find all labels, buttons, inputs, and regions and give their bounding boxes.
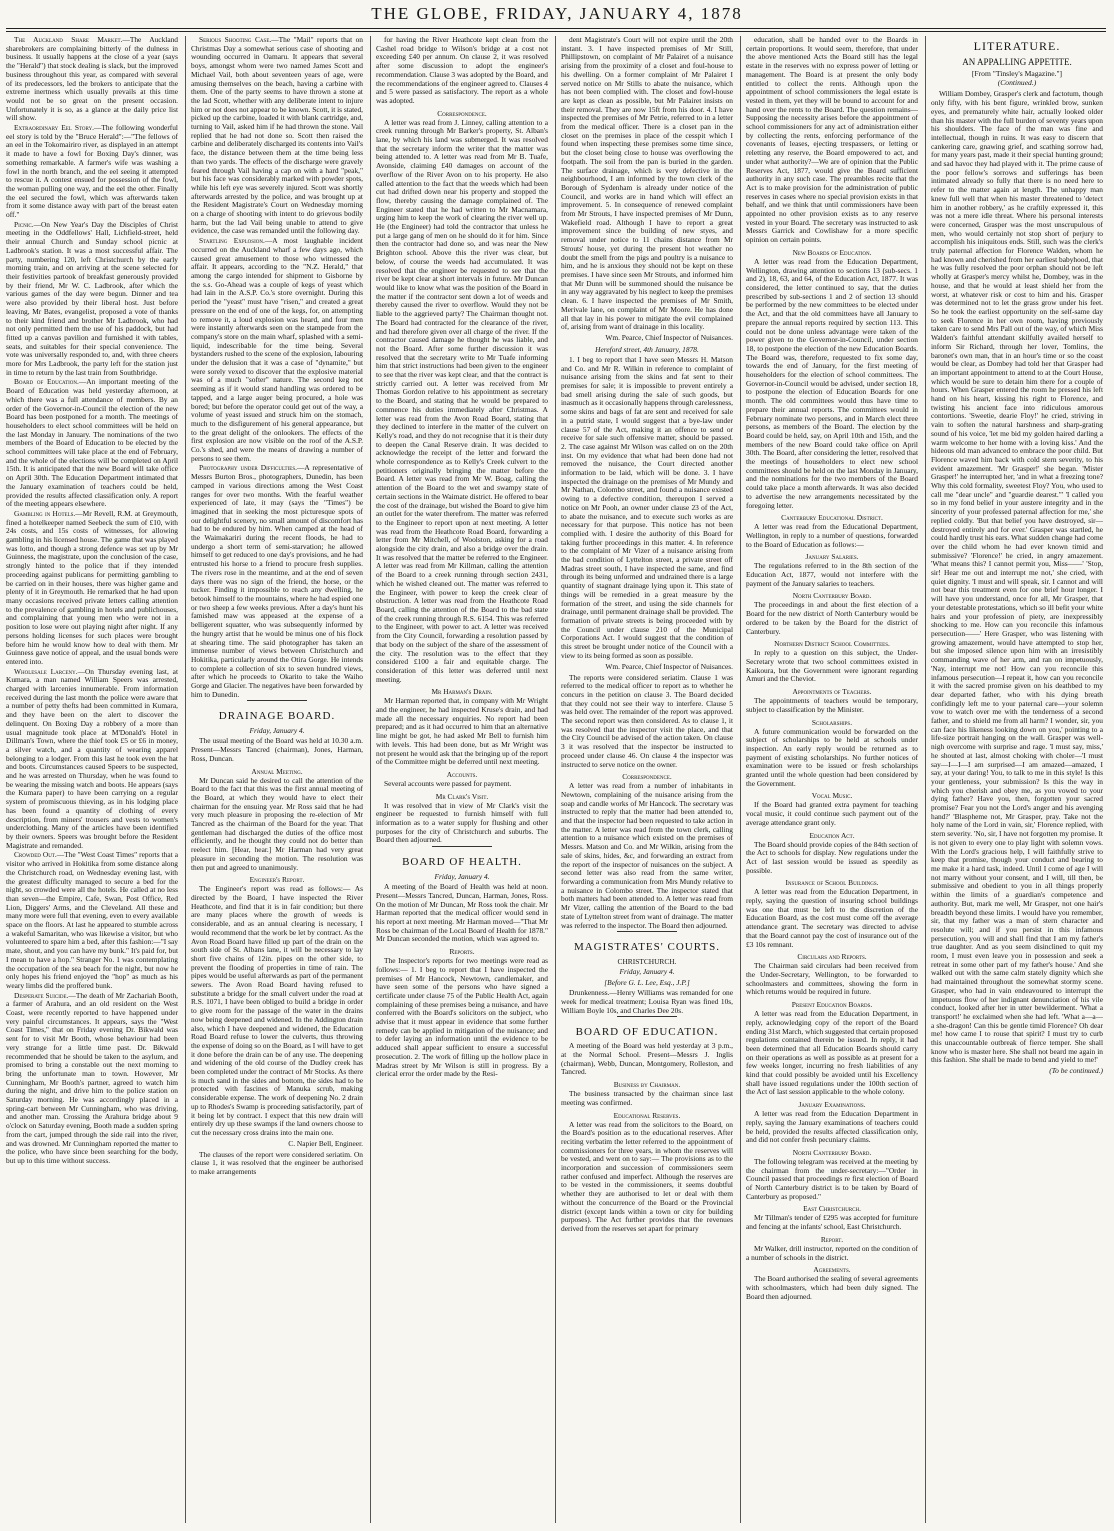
column-5 — [746, 36, 918, 1523]
report-paragraph: The usual meeting of the Board was held at 10.30 a.m. Present—Messrs Tancred (chairman), Jones, Harman, Ross, Duncan. — [191, 736, 363, 763]
report-paragraph: A future communication would be forwarded on the subject of scholarships to be held at schools under inspection. An early reply would be returned as to payment of existing scholarships. No further notices of examination were to be issued or fresh scholarships granted until the whole question had been considered by the Government. — [746, 726, 918, 788]
subheading: New Boards of Education. — [792, 247, 872, 257]
report-paragraph: The clauses of the report were considered seriatim. On clause 1, it was resolved that the engineer be authorised to make arrangements — [191, 1149, 363, 1177]
section-divider — [432, 846, 492, 847]
item-heading: Photography under Difficulties. — [199, 463, 297, 473]
section-date: Friday, January 4. — [619, 967, 675, 977]
report-paragraph: Mr Harman reported that, in company with Mr Wright and the engineer, he had inspected Kruse's drain, and had made all the necessary enquiries. No report had been prepared; and as it had occurred to him that an alternative line might be got, he had asked Mr Bell to furnish him with levels. This had been done, but as Mr Wright was not present he would ask that the bringing up of the report of the Committee might be deferred until next meeting. — [376, 696, 548, 767]
report-paragraph: In reply to a question on this subject, the Under-Secretary wrote that two school committees existed in Kaikoura, but the Government were ignorant regarding Amuri and the Cheviot. — [746, 648, 918, 684]
report-paragraph: It was resolved that in view of Mr Clark's visit the engineer be requested to furnish himself with full information as to a water supply for flushing and other purposes for the city of Christchurch and suburbs. The Board then adjourned. — [376, 800, 548, 845]
item-body: —The "West Coast Times" reports that a visitor who arrived in Hokitika from some distance along the Christchurch road, on Wednesday evening last, with the greatest difficulty managed to secure a bed for the night, so crowded were all the hotels. He called at no less than seven—the Empire, Cafe, Swan, Post Office, Red Lion, Diggers' Arms, and the Cleveland. All these and many more were full that evening, even to every available space on the floors. At last he appeared to stumble across a wakeful Samaritan, who was likewise a visitor, but who volunteered to spare him a bed, after this fashion:—"I say mate, shout, and you can have my bunk." It's paid for, but I mean to have a hop." Stranger No. 1 was contemplating the occupation of the sea beach for the night, but now he only hopes his friend enjoyed the "hop" as much as his weary limbs did the proffered bunk. — [6, 850, 178, 990]
report-paragraph: A letter was read from J. Linney, calling attention to a creek running through Mr Barker's property, St. Alban's lane, by which his land was submerged. It was resolved that the secretary inform the writer that the matter was being attended to. A letter was read from Mr B. Tuafe, Avonside, claiming £40 damages on account of the overflow of the River Avon on to his property. He also called attention to the fact that the weeds which had been cut had drifted down near his property and stopped the flow, thereby causing the damage complained of. The Engineer stated that he had written to Mr Macnamara, urging him to keep the work of clearing the river well up. He (the Engineer) had told the contractor that unless he put a large gang of men on he should do it for him. Since then the contractor had done so, and was near the New Brighton school. Above this the river was clear, but below, of course the weeds had accumulated. It was resolved that the engineer be requested to see that the river be kept clear at short intervals in future. Mr Duncan would like to know what was the position of the Board in the matter if the contractor sent down a lot of weeds and thereby caused the river to overflow. Would they not be liable to the aggrieved party? The Chairman thought not. The Board had contracted for the clearance of the river, and had therefore given over all charge of the river. If the contractor caused damage he thought he was liable, and not the Board. After some further discussion it was resolved that the secretary write to Mr Tuafe informing him that strict instructions had been given to the engineer to see that the river was kept clear, and that the contract is strictly carried out. A letter was received from Mr Thomas Gordon relative to his appointment as secretary to the Board, and stating that he would be prepared to commence his duties immediately after Christmas. A letter was read from the Avon Road Board, stating that they declined to interfere in the matter of the culvert on Kelly's road, and they do not recognise that it is their duty to deepen the Canal Reserve drain. It was decided to acknowledge the receipt of the letter and forward the whole correspondence as to Kelly's Creek culvert to the petitioners originally bringing the matter before the Board. A letter was read from Mr W. Boag, calling the attention of the Board to the wet and swampy state of certain sections in the Waimate district. He offered to bear the cost of the drainage, but wished the Board to give him an outlet for the water therefrom. The matter was referred to the Engineer to report upon at next meeting. A letter was read from the Heathcote Road Board, forwarding a letter from Mr Mitchell, of Woolston, asking for a road alongside the city drain, and also a bridge over the drain. It was resolved that the matter be referred to the Engineer. A letter was read from Mr Killman, calling the attention of the Board to a creek running through section 2431, which he wished cleaned out. The matter was referred to the Engineer, with power to keep the creek clear of obstruction. A letter was read from the Heathcote Road Board, calling the attention of the Board to the bad state of the creek running through R.S. 6154. This was referred to the Engineer, with power to act. A letter was received from the City Council, forwarding a resolution passed by that body on the subject of the share of the assessment of the city. The resolution was to the effect that they considered £100 a fair and equitable charge. The consideration of this letter was deferred until next meeting. — [376, 117, 548, 684]
subheading: Scholarships. — [811, 717, 853, 727]
section-divider — [617, 931, 677, 932]
report-paragraph: The reports were considered seriatim. Clause 1 was referred to the medical officer to report as to whether he concurs in the petition on clause 3. The Board decided that they could not see their way to interfere. Clause 5 was held over. The remainder of the report was approved. The second report was then considered. As to clause 1, it was resolved that the inspector visit the place, and that the City Council be advised of the action taken. On clause 3 it was resolved that the inspector be instructed to proceed under clause 46. On clause 4 the inspector was instructed to serve notice on the owner. — [561, 672, 733, 769]
report-paragraph: for having the River Heathcote kept clean from the Cashel road bridge to Wilson's bridge at a cost not exceeding £40 per annum. On clause 2, it was resolved after some discussion to adopt the engineer's recommendation. Clause 3 was adopted by the Board, and the recommendations of the engineer agreed to. Clauses 4 and 5 were passed as satisfactory. The report as a whole was adopted. — [376, 36, 548, 105]
column-6 — [931, 36, 1103, 1523]
item-heading: Wholesale Larceny. — [14, 666, 78, 676]
report-paragraph: The business transacted by the chairman since last meeting was confirmed. — [561, 1089, 733, 1107]
report-paragraph: Mr Duncan said he desired to call the attention of the Board to the fact that this was the first annual meeting of the Board, at which they would have to elect their chairman for the ensuing year. Mr Ross said that he had very much pleasure in proposing the re-election of Mr Tancred as the chairman of the Board for the year. That gentleman had discharged the duties of the office most efficiently, and he thought they could not do better than reelect him. [Hear, hear.] Mr Harman had very great pleasure in seconding the motion. The resolution was then put and agreed to unanimously. — [191, 775, 363, 872]
item-heading: Crowded Out. — [14, 850, 57, 860]
subheading: Report. — [820, 1234, 844, 1244]
subheading: North Canterbury Board. — [792, 591, 872, 601]
item-body: —The following wonderful eel story is told by the "Bruce Herald":—"The fellows of an eel in the Tokomairiro river, as displayed in an attempt it made to have a fowl for Boxing Day's dinner, was something remarkable. A farmer's wife was washing a fowl in the north branch, and the eel seeing it attempted to rescue it. A contest ensued for possession of the fowl, the woman pulling one way, and the eel the other. Finally the eel secured the fowl, which was afterwards taken from it some distance away with part of the breast eaten off." — [6, 123, 178, 220]
subheading: January Salaries. — [805, 552, 859, 562]
item-heading: Startling Explosion. — [199, 236, 265, 246]
news-item — [6, 36, 178, 123]
item-heading: Gambling in Hotels. — [14, 508, 76, 518]
subheading: Business by Chairman. — [613, 1080, 681, 1090]
report-paragraph: Mr Tillman's tender of £295 was accepted for furniture and fencing at the infants' school, East Christchurch. — [746, 1213, 918, 1232]
story-title: AN APPALLING APPETITE. — [962, 57, 1072, 67]
report-paragraph: A meeting of the Board of Health was held at noon. Present—Messrs Tancred, Duncan, Harman, Jones, Ross. On the motion of Mr Duncan, Mr Ross took the chair. Mr Harman reported that the medical officer would send in his report at next meeting. Mr Harman moved—"That Mr Ross be chairman of the Local Board of Health for 1878." Mr Duncan seconded the motion, which was agreed to. — [376, 882, 548, 944]
column-1 — [6, 36, 178, 1523]
section-title: MAGISTRATES' COURTS. — [573, 941, 720, 954]
item-heading: Board of Education. — [14, 377, 79, 387]
story-source: [From "Tinsley's Magazine."] — [971, 69, 1063, 78]
subheading: Mr Harman's Drain. — [431, 687, 493, 697]
subheading: Correspondence. — [622, 772, 672, 782]
masthead-rule — [6, 28, 1106, 29]
news-item — [6, 668, 178, 851]
item-body: —The Auckland sharebrokers are complaining bitterly of the dulness in business. It usually happens at the close of a year (says the "Herald") that stock dealing is slack, but the improved business throughout this year, as compared with several of its predecessors, led the brokers to anticipate that the extreme inertness which usually prevails at this time would not be so great on the present occasion. Unfortunately it is so, as a glance at the daily price list will show. — [6, 36, 178, 123]
report-paragraph: A letter was read from a number of inhabitants in Newtown, complaining of the nuisance arising from the soap and candle works of Mr Hancock. The secretary was instructed to reply that the matter had been attended to, and that the inspector had been requested to take action in the matter. A letter was read from the town clerk, calling attention to a nuisance which existed on the premises of Messrs. Matson and Co. and Mr Wilkin, arising from the sale of skins, hides, &c, and forwarding an extract from the report of the inspector of nuisances on the subject. A second letter was also read from the same writer, forwarding a communication from Mrs Mundy relative to a nuisance in Colombo street. The inspector stated that both matters had been attended to. A letter was read from Mr Vizer, calling the attention of the Board to the bad state of Lyttelton street from want of drainage. The matter was referred to the inspector. The Board then adjourned. — [561, 781, 733, 930]
subheading: Appointments of Teachers. — [792, 687, 872, 697]
report-paragraph: A letter was read from the Educational Department, Wellington, in reply to a number of questions, forwarded to the Board of Education as follows:— — [746, 522, 918, 549]
subheading: CHRISTCHURCH. — [617, 957, 677, 967]
subheading: Vocal Music. — [811, 791, 853, 801]
masthead-rule-lower — [6, 31, 1106, 32]
news-item — [6, 378, 178, 509]
subheading: Northern District School Committees. — [774, 639, 890, 649]
column-separator — [370, 36, 371, 1523]
story-text: William Dombey, Grasper's clerk and factotum, though only fifty, with his bent figure, wrinkled brow, sunken eyes, and prematurely white hair, actually looked older than his master with the full burden of seventy years upon his shoulders. The face of the man was fine and intellectual, though in ruins. It was easy to discern that cankering care, gnawing grief, and scathing sorrow had, for many years past, made it their special hunting ground; and sad havoc they had played with it. The prime cause of the poor fellow's sorrows and sufferings has been intimated already so fully that there is no need here to refer to the matter again at length. The unhappy man knew full well that when his master threatened to 'detect him in another robbery,' as he craftily expressed it, this was not a mere idle threat. Where his personal interests were concerned, Grasper was the most unscrupulous of men, who would certainly not stop short of perjury to accomplish his iniquitous ends. Still, such was the clerk's truly paternal affection for Florence Walden, whom he had known and cherished from her earliest babyhood, that he was fully resolved the poor orphan should not be left wholly at Grasper's mercy whilst he, Dombey, was in the house, and that he would at least shield her from the worst, at whatever risk or cost to him and his. Grasper was determined not to let the grass grow under his feet. So he took the earliest opportunity on the self-same day to seek Florence in her own room, having previously taken care to send Mrs Pall out of the way, of which Miss Walden's faithful attendant skilfully availed herself to inform Sir Richard, through her lover, Tomlins, the baronet's own man, that in an hour's time or so the coast would be clear, as Dombey had told her that Grasper had an important appointment to attend to at the Court House, which would be sure to detain him there for a couple of hours. When Grasper entered the room he pressed his left hand on his heart, kissing his right to Florence, and twisting his ancient face into ridiculous amorous contortions. 'Sweetie, dearie Floy!' he cried, striving in vain to soften the natural harshness and sharp-grating sound of his voice, 'let me bid my golden haired darling a warm welcome to her home with a loving kiss.' And the hideous old man advanced to embrace the poor child. But Florence waved him back with cold stern severity, to his evident amazement. 'Mr Grasper!' she began. 'Mister Grasper!' he interrupted her, 'and in what a freezing tone? Why this cold formality, sweetest Floy? You, who used to call me "dear uncle" and "guardie dearest."' 'I called you so in my fond belief in your austere integrity and in the sincerity of your professed paternal affection for me,' she replied coldly. 'But that belief you have destroyed, sir—destroyed entirely and for ever.' Grasper was startled, he could hardly trust his ears. What sudden change had come over the child whom he had ever known timid and submissive? 'Florence!' he cried, in angry amazement. 'What means this? I cannot permit you, Miss——' 'Stop, sir! Hear me out and interrupt me not,' she cried, with quiet dignity. 'I must and will speak, sir. I cannot and will not bear this treatment even for one brief hour longer. I will have you understand, once for all, Mr Grasper, that your detestable protestations, which so ill befit your white hairs and your profession of piety, are inexpressibly shocking to me. How can you reconcile this infamous persecution——' Here Grasper, who was listening with growing amazement, would have attempted to stop her, but she imposed silence upon him with an irresistibly commanding wave of her arm, and ran on impetuously, 'Nay, interrupt me not! How can you reconcile this infamous persecution—I repeat it, how can you reconcile it with the sacred promise given on his deathbed to my dear departed father, who with his dying breath confidingly left me to your paternal care—your solemn vow to watch over me with the tenderness of a second father, and to shield me from all harm? I wonder, sir, you can face his likeness looking down on you,' pointing to a life-size portrait hanging on the wall. Grasper was well-nigh overcome with surprise and rage. 'I must say, miss,' he shouted at last, almost choking with choler—'I must say—I—I—I am surprised—I am amazed—amazed, I say, at your daring! You, to talk to me in this style! Is this your gentleness, your submission? Is this the way in which you cherish and obey me, as you vowed to your dying father? Have you, then, forgotten your sacred promise? Fear you not the Lord's anger and his avenging hand?' 'Blaspheme not, Mr Grasper, pray. Take not the holy name of the Lord in vain, sir,' Florence replied, with stern severity. 'No, sir, I have not forgotten my promise. It is not given to every one to play light with solemn vows. With the Lord's gracious help, I will faithfully strive to keep that promise, though your conduct and bearing to me make it a hard task, indeed. Until I come of age I will not marry without your consent, and I will, till then, be submissive and obedient to you in all things properly within the limits of a guardian's competence and authority. But, mark me well, Mr Grasper, not one hair's breadth beyond these limits. I would have you remember, sir, that my father was a man of stern character and resolute will; and if you persist in this infamous persecution, you will and shall find that I am my father's true daughter. And as you seem disinclined to quit my room, I must even leave you in possession and seek a retreat in some other part of my father's house.' And she walked out with the same calm stately dignity which she had maintained throughout the somewhat stormy scene. Grasper, who had in vain endeavoured to interrupt the impetuous flow of her indignant denunciation of his vile conduct, looked after her in utter bewilderment. 'What a transport!' he exclaimed when she had left. 'What a—a—a she-dragon! Can this be gentle timid Florence? Oh dear me! how came I to rouse that spirit? I must try to curb this unaccountable outbreak of fierce temper. She shall know who is master here. She shall not beard me again in this fashion. She shall be made to bend and yield to me!' — [931, 89, 1103, 1065]
section-title: DRAINAGE BOARD. — [218, 710, 336, 723]
signature: Wm. Pearce, Chief Inspector of Nuisances. — [605, 661, 733, 671]
news-item — [6, 510, 178, 667]
report-paragraph: education, shall be handed over to the Boards in certain proportions. It would seem, therefore, that under the above mentioned Acts the Board still has the legal estate in the reserves with no express power of letting or management. The Board is at present the only body entitled to collect the rents. Although upon the appointment of school commissioners the legal estate is vested in them, yet they will be bound to account for and hand over the rents to the Board. The question remains—Supposing the necessity arises before the appointment of school commissioners for any act of administration either by collecting the rents, enforcing performance of the covenants of leases, ejecting trespassers, or letting or reletting any reserve, the Board empowered to act, and under what authority?—We are of opinion that the Public Reserves Act, 1877, would give the Board sufficient authority in any such case. The preambles recite that the Act is to make provision for the administration of public reserves in cases where no special provision exists in that behalf, and we think that until commissioners have been appointed no other provision exists as to any reserve vested in your Board. The secretary was instructed to ask Messrs Garrick and Cowlishaw for a more specific opinion on certain points. — [746, 36, 918, 245]
item-heading: Desperate Suicide. — [14, 990, 69, 1000]
subheading: East Christchurch. — [803, 1204, 861, 1214]
report-paragraph: The appointments of teachers would be temporary, subject to classification by the Minister. — [746, 696, 918, 714]
report-paragraph: The Engineer's report was read as follows:— As directed by the Board, I have inspected the River Heathcote, and find that it is in fair condition; but there are many places where the growth of weeds is considerable, and as an annual clearing is necessary, I would recommend that the work be let by contract. As the Avon Road Board have filled up part of the drain on the south side of St. Albans lane, it will be necessary to lay short five chains of 12in. pipes on the other side, to prevent the flooding of properties in time of rain. The pipes would be useful afterwards as part of the permanent sewers. The Avon Road Board having refused to substitute a bridge for the small culvert under the road at R.S. 1071, I have been obliged to build a bridge in order to give room for the passage of the water in the drains now being deepened and widened. In the Addington drain also, which I have deepened and widened, the Education Road Board refuse to lower the culverts, thus throwing the expense of doing so on the Board, as I will have to get it done before the drain can be of any use. The deepening and widening of the old course of the Dudley creek has been completed under the contract of Mr Stocks. As there is much sand in the sides and bottom, the sides had to be protected with fascines of Manuka scrub, making considerable expense. The work of deepening No. 2 drain up to Rhodes's Swamp is proceeding satisfactorily, part of it being let by contract. I expect that this new drain will entirely dry up these swamps if the land owners choose to cut the necessary cross drains into the main one. — [191, 884, 363, 1137]
news-item — [191, 36, 363, 236]
to-be-continued-note: (To be continued.) — [1049, 1066, 1103, 1076]
section-title: BOARD OF HEALTH. — [402, 856, 522, 869]
report-paragraph: A meeting of the Board was held yesterday at 3 p.m., at the Normal School. Present—Messrs J. Inglis (chairman), Webb, Duncan, Montgomery, Rolleston, and Tancred. — [561, 1041, 733, 1077]
item-body: —An important meeting of the Board of Education was held yesterday afternoon, at which there was a full attendance of members. By an order of the Governor-in-Council the election of the new Board has been postponed for a month. The meetings of householders to elect school committees will be held on the last Monday in January. The nominations of the two members of the Board of Education to be elected by the school committees will take place at the end of February, and the whole of the elections will be completed on April 15th. It is anticipated that the new Board will take office on April 30th. The Education Department intimated that the January examination of teachers could be held, provided the results affected classification only. A report of the meeting appears elsewhere. — [6, 377, 178, 509]
item-heading: Extraordinary Eel Story. — [14, 123, 95, 133]
section-divider — [247, 700, 307, 701]
item-body: —A most laughable incident occurred on the Auckland wharf a few days ago, which caused great amusement to those who witnessed the affair. It appears, according to the "N.Z. Herald," that among the cargo intended for shipment to Gisborne by the s.s. Go-Ahead was a couple of kegs of yeast which had lain in the A.S.P. Co.'s store overnight. During this period the "yeast" must have "risen," and created a great pressure on the end of one of the kegs, for, on attempting to remove it, a loud explosion was heard, and four men were instantly afterwards seen on the stampede from the company's store on the main wharf, splashed with a semi-liquid, indescribable for the time being. Several bystanders rushed to the scene of the explosion, labouring under the delusion that it was a case of "dynamite," but were sorely vexed to discover that the explosive material was of a much "softer" nature. The second keg not seeming as if it would stand handling was ordered to be tapped, and a large auger being procured, a hole was bored; but before the operator could get out of the way, a volume of yeast issued and struck him on the stomach, much to the disfigurement of his general appearance, but to the great delight of the onlookers. The effects of the first explosion are now visible on the roof of the A.S.P. Co.'s shed, and were the means of drawing a number of persons to see them. — [191, 236, 363, 463]
section-date: Friday, January 4. — [249, 726, 305, 736]
report-paragraph: If the Board had granted extra payment for teaching vocal music, it could continue such payment out of the average attendance grant only. — [746, 800, 918, 827]
section-date: Friday, January 4. — [434, 872, 490, 882]
news-item — [6, 851, 178, 990]
subheading: Agreements. — [813, 1265, 851, 1275]
report-paragraph: Drunkenness.—Henry Williams was remanded for one week for medical treatment; Louisa Ryan was fined 10s, William Boyle 10s, and Charles Dee 20s. — [561, 988, 733, 1015]
report-paragraph: The Board should provide copies of the 84th section of the Act to schools for display. New regulations under the Act of last session would be issued as speedily as possible. — [746, 839, 918, 875]
news-item — [191, 464, 363, 699]
column-separator — [925, 36, 926, 1523]
subheading: January Examinations. — [798, 1100, 866, 1110]
report-paragraph: The following telegram was received at the meeting by the chairman from the under-secretary:—"Order in Council passed that proceedings re first election of Board of North Canterbury district is to be taken by Board of Canterbury as proposed." — [746, 1156, 918, 1201]
subheading: North Canterbury Board. — [792, 1147, 872, 1157]
report-paragraph: The regulations referred to in the 8th section of the Education Act, 1877, would not interfere with the payment of the January salaries to teachers. — [746, 561, 918, 588]
item-body: —The "Mail" reports that on Christmas Day a somewhat serious case of shooting and wounding occurred in Oamaru. It appears that several boys, amongst whom were two named James Scott and Michael Vail, both about seventeen years of age, were amusing themselves on the beach, having a carbine with them. One of the party seems to have thrown a stone at the lad Scott, whether with any deliberate intent to injure him or not does not appear to be known. Scott, it is stated, picked up the carbine, loaded it with blank cartridge, and, turning to Vail, asked him if he had thrown the stone. Vail replied that he had not done so. Scott then raised the carbine and deliberately discharged its contents into Vail's face, the distance between them at the time being less than two yards. The effects of the discharge were gravely feared through Vail having a cap on with a hard "peak," but his face was considerably marked with powder spots, while his left eye was severely injured. Scott was shortly afterwards arrested by the police, and was brought up at the Resident Magistrate's Court on Wednesday morning on a charge of shooting with intent to do grievous bodily harm, but the lad Vail being unable to attend to give evidence, the case was remanded until the following day. — [191, 36, 363, 236]
item-heading: The Auckland Share Market. — [14, 36, 123, 44]
report-paragraph: Mr Walker, drill instructor, reported on the condition of a number of schools in the district. — [746, 1243, 918, 1262]
item-body: —The death of Mr Zachariah Booth, a farmer of Arahura, and an old resident on the West Coast, were recently reported to have happened under very painful circumstances. It appears, says the "West Coast Times," that on Friday evening Dr. Bikwald was sent for to visit Mr Booth, whose behaviour had been very strange for a little time past. Dr. Bikwald recommended that he should be taken to the asylum, and promised to bring a constable out the next morning to bring the unfortunate man to town. However, Mr Cunningham, Mr Booth's partner, agreed to watch him during the night, and drive him to the police station on Saturday morning. He was accordingly placed in a spring-cart between Mr Cunningham, who was driving, and another man. Crossing the Arahura bridge about 9 o'clock on Saturday evening, Booth made a sudden spring from the cart, jumped through the side rail into the river, and was drowned. Mr Cunningham reported the matter to the police, who have since been searching for the body, but up to this time without success. — [6, 990, 178, 1165]
subheading: Educational Reserves. — [613, 1110, 681, 1120]
column-3 — [376, 36, 548, 1523]
item-body: —Mr Revell, R.M. at Greymouth, fined a hotelkeeper named Seebeck the sum of £10, with 24s costs, and 15s costs of witnesses, for allowing gambling in his licensed house. The game that was played was lotto, and though a strong defence was set up by Mr Guinness, the magistrate, upon the conclusion of the case, strongly hinted to the police that if they intended proceeding against publicans for permitting gambling to be carried on in their houses, there was higher game and plenty of it in Greymouth. He remarked that he had upon many occasions received private letters calling attention to the prevalence of gambling in hotels and publichouses, and complaining that young men who were not in a position to lose were out playing night after night. If any persons holding licenses for such places were brought before him he would know how to deal with them. Mr Guinness gave notice of appeal, and the usual bonds were entered into. — [6, 508, 178, 666]
item-heading: Picnic. — [14, 219, 34, 229]
item-body: —On Thursday evening last, at Kumara, a man named William Speers was arrested, charged with larcenies innumerable. From information received during the last month the police were aware that a number of petty thefts had been committed in Kumara, and they have been on the alert to discover the delinquent. On Boxing Day a robbery of a more than usual magnitude took place at M'Donald's Hotel in Dillman's Town, where the thief took £5 or £6 in money, a silver watch, and a quantity of wearing apparel belonging to a lodger. From this last he took even the hat and boots. Circumstances caused Speers to be suspected, and he was arrested on Thursday, when he was found to be wearing the missing watch and boots. He appears (says the Kumara paper) to have been carrying on a regular system of promiscuous thieving, as in his lodging place has been found a quantity of clothing of every description, from miners' trousers and vests to women's underclothing. Many of the articles have been identified by their owners. Speers was brought before the Resident Magistrate and remanded. — [6, 666, 178, 850]
report-paragraph: A letter was read from the Education Department in reply, saying the January examinations of teachers could be held, provided the results affected classification only, and did not confer fresh pecuniary claims. — [746, 1109, 918, 1145]
column-separator — [185, 36, 186, 1523]
news-item — [6, 221, 178, 378]
item-body: —A representative of Messrs Burton Bros., photographers, Dunedin, has been camped in various directions among the West Coast ranges for over two months. With the fearful weather experienced of late, it may (says the "Times") be imagined that in seeking the most picturesque spots of our delightful scenery, no small amount of discomfort has had to be endured by him. When camped at the head of the Waimakariri during the recent floods, he had to undergo a short term of semi-starvation; he allowed himself to get reduced to one day's provisions, and he had entrusted his horse to a friend to procure fresh supplies. The rivers rose in the meantime, and at the end of seven days there was no sign of the friend, the horse, or the tucker. Finding it impossible to reach any dwelling, he betook himself to the mountains, where he had espied one or two sheep a few weeks previous. After a day's hunt his famished maw was appeased at the expense of a belligerent squatter, who was subsequently informed by the hungry artist that he would be minus one of his flock at shearing time. The said photographer has taken an immense number of views between Christchurch and Hokitika, particularly around the Otira Gorge. He intends to complete a collection of six to seven hundred views, after which he proceeds to Okarito to take the Waiho Gorge and Glacier. The negatives have been forwarded by him to Dunedin. — [191, 463, 363, 699]
section-title: BOARD OF EDUCATION. — [575, 1026, 719, 1039]
report-paragraph: A letter was read from the Education Department, in reply, saying the question of insuring school buildings was one that must be left to the discretion of the Education Board, as the cost must come off the average attendance grant. The secretary was directed to advise that the Board cannot pay the cost of insurance out of the £3 10s remnant. — [746, 887, 918, 949]
subheading: Annual Meeting. — [251, 766, 303, 776]
item-heading: Serious Shooting Case. — [199, 36, 272, 44]
item-body: —On New Year's Day the Disciples of Christ meeting in the Oddfellows' Hall, Lichfield-street, held their annual Church and Sunday school picnic at Ladbrook's station. It was a most successful affair. The party, numbering 120, left Christchurch by the early morning train, and on arriving at the scene selected for their festivities partook of breakfast generously provided by their friend, Mr W. C. Ladbrook, after which the various games of the day were begun. Dinner and tea were also provided by their liberal host. Just before leaving, Mr Bates, evangelist, proposed a vote of thanks to their kind friend and brother Mr Ladbrook, who had not only permitted them the use of his paddock, but had fitted up a canvas pavilion and furnished it with tables, seats, and suitables for their special convenience. The vote was universally responded to, and, with three cheers more for Mrs Ladbrook, the party left for the station just in time to return by the last train from Southbridge. — [6, 219, 178, 377]
column-separator — [740, 36, 741, 1523]
subheading: Accounts. — [446, 769, 478, 779]
continued-note: (Continued.) — [997, 77, 1037, 87]
masthead: THE GLOBE, FRIDAY, JANUARY 4, 1878 — [371, 4, 743, 23]
report-paragraph: A letter was read from the solicitors to the Board, on the Board's position as to the educational reserves. After reciting verbatim the letter referred to the appointment of commissioners for three years, in whom the reserves will be vested, and went on to say:— The provisions as to the incorporation and succession of commissioners seem rather confused and imperfect. Although the reserves are to be vested in the commissioners, it seems doubtful whether they are authorised to let or deal with them without the concurrence of the Board or the Provincial district (except lands within a town or city for building purposes). The Act further provides that the revenues derived from the reserves set apart for primary — [561, 1119, 733, 1233]
report-paragraph: A letter was read from the Education Department, in reply, acknowledging copy of the report of the Board ending 31st March, which suggested that certain proposed regulations contained therein be issued. In reply, it had been determined that all Education Boards should carry on their operations as well as possible as at present for a few weeks longer, incurring no fresh liabilities of any kind that could possibly be avoided until his Excellency shall have issued regulations under the 100th section of the Act of last session applicable to the whole colony. — [746, 1009, 918, 1097]
news-item — [6, 992, 178, 1166]
bench: [Before G. L. Lee, Esq., J.P.] — [604, 978, 690, 988]
report-paragraph: dent Magistrate's Court will not expire until the 20th instant. 3. I have inspected premises of Mr Still, Phillipstown, on complaint of Mr Palairet of a nuisance arising from the proximity of a closet and foul-house to his dwelling. On a former complaint of Mr Palairet I served notice on Mr Stills to abate the nuisance, which has not been complied with. The closet and fowl-house are kept as clean as possible, but Mr Palairet insists on their removal. They are now 15ft from his door. 4. I have inspected the premises of Mr Petrie, referred to in a letter from the medical officer. There is a closet pan in the closet on the premises in place of the cesspit which I found when inspecting these premises some time since, but the closet being close to house was overflowing the footpath. The soil from the pan is buried in the garden. The surface drainage, which is very defective in the neighbourhood, I am informed by the town clerk of the Borough of Sydenham is already under notice of the Council, and works are in hand which will effect an improvement. 5. In consequence of renewed complaint from Mr Strouts, I have inspected premises of Mr Dunn, Wakefield road. Although I have to report a great improvement since the building of new styes, and removal under notice to 11 chains distance from Mr Strouts' house, yet during the present hot weather no doubt the smell from the pigs and poultry is a nuisance to him, and he is anxious they should not be kept on these premises. I have since seen Mr Strouts, and informed him that Mr Dunn will be summoned should the nuisance be in any way aggravated by his neglect to keep the premises clean. 6. I have inspected the premises of Mr Smith, Merivale lane, on complaint of Mr Moore. He has done all that lay in his power to mitigate the evil complained of, arising from want of drainage in this locality. — [561, 36, 733, 332]
report-paragraph: A letter was read from the Education Department, Wellington, drawing attention to sections 13 (sub-secs. 1 and 2), 18, 63, and 64, of the Education Act, 1877. It was considered, the letter continued to say, that the duties prescribed by sub-sections 1 and 2 of section 13 should be performed by the new committees to be elected under the Act, and that the old committees have all January to prepare the annual reports required by section 113. This could not be done unless advantage were taken of the power given to the Governor-in-Council, under section 18, to postpone the election of the new Education Boards. The Board was, therefore, requested to fix some day, towards the end of January, for the first meeting of householders for the election of school committees. The Governor-in-Council would be advised, under section 18, to postpone the election of Education Boards for one month. The old committees would thus have time to prepare their annual reports. The committees would in February nominate two persons, and in March elect three persons, as members of the Board. The election by the Board could be held, say, on April 10th and 15th, and the members of the new Board could take office on April 30th. The Board, after considering the letter, resolved that the meetings of householders to elect new school committees should be held on the last Monday in January, and the nominations for the two members of the Board could take place a month afterwards. It was also decided to advertise the new arrangements necessitated by the foregoing letter. — [746, 256, 918, 510]
news-item — [6, 124, 178, 220]
report-paragraph: The Inspector's reports for two meetings were read as follows:— 1. I beg to report that I have inspected the premises of Mr Hancock, Newtown, candlemaker, and have seen some of the persons who have signed a certificate under clause 75 of the Public Health Act, again complaining of these premises being a nuisance, and have conferred with the Board's solicitors on the subject, who advise that it must appear in evidence that some further remedy can be applied in mitigation of the nuisance; and to defer laying an information until the evidence to be adduced shall appear sufficient to ensure a successful prosecution. 2. The work of filling up the hollow place in Madras street by Mr Wilson is still in progress. By a clerical error the order made by the Resi- — [376, 956, 548, 1079]
section-divider — [617, 1016, 677, 1017]
column-2 — [191, 36, 363, 1523]
subheading: Present Education Boards. — [791, 1000, 873, 1010]
subheading: Reports. — [449, 947, 475, 957]
news-item — [191, 237, 363, 463]
report-paragraph: The Board authorised the sealing of several agreements with schoolmasters, which had been duly signed. The Board then adjourned. — [746, 1274, 918, 1301]
report-paragraph: Several accounts were passed for payment. — [384, 778, 512, 788]
column-separator — [555, 36, 556, 1523]
signature: Wm. Pearce, Chief Inspector of Nuisances. — [605, 332, 733, 342]
subheading: Circulars and Reports. — [797, 952, 867, 962]
dateline: Hereford street, 4th January, 1878. — [595, 344, 699, 354]
report-paragraph: 1. I beg to report that I have seen Messrs H. Matson and Co. and Mr R. Wilkin in reference to complaint of nuisance arising from the skins and fat sent to their premises for sale; it is impossible to prevent entirely a bad smell arising during the sale of such goods, but inasmuch as it occasionally happens through carelessness, some skins and bags of fat are sent and received for sale in a putrid state, I would suggest that a bye-law under clause 57 of the Act, making it an offence to send or receive for sale such offensive matter, should be passed. 2. The case against Mr Wilson was called on on the 20th inst. On my evidence that what had been done had not removed the nuisance, the Court directed another information to be laid, which will be done. 3. I have inspected the drainage on the premises of Mr Mundy and Mr Nathan, Colombo street, and found a nuisance existed owing to a defective condition, thereupon I served a notice on Mr Pooh, an owner under clause 23 of the Act, to abate the nuisance, and to execute such works as are necessary for that purpose. This notice has not been complied with. I desire the authority of this Board for taking further proceedings in this matter. 4. In reference to the complaint of Mr Vizer of a nuisance arising from the bad condition of Lyttelton street, a private street off Madras street south, I have inspected the same, and find through its being unformed and undrained there is a large quantity of stagnant drainage lying upon it. This state of things will be remedied in a great measure by the formation of the street, and using the side channels for drainage, until permanent drainage shall be provided. The formation of private streets is being proceeded with by the Council under clause 210 of the Municipal Corporations Act. I would suggest that the condition of this street be brought under notice of the Council with a view to its being formed as soon as possible. — [561, 354, 733, 660]
report-paragraph: The Chairman said circulars had been received from the Under-Secretary, Wellington, to be forwarded to schoolmasters and committees, showing the form in which returns would be required in future. — [746, 961, 918, 997]
subheading: Education Act. — [809, 830, 855, 840]
literature-heading: LITERATURE. — [973, 39, 1061, 53]
report-paragraph: The proceedings in and about the first election of a Board for the new district of North Canterbury would be ordered to be taken by the Board for the district of Canterbury. — [746, 600, 918, 636]
subheading: Correspondence. — [437, 108, 487, 118]
subheading: Insurance of School Buildings. — [785, 878, 879, 888]
signature: C. Napier Bell, Engineer. — [288, 1138, 363, 1148]
column-4 — [561, 36, 733, 1523]
subheading: Canterbury Educational District. — [781, 513, 883, 523]
subheading: Engineer's Report. — [249, 875, 305, 885]
subheading: Mr Clark's Visit. — [435, 791, 489, 801]
